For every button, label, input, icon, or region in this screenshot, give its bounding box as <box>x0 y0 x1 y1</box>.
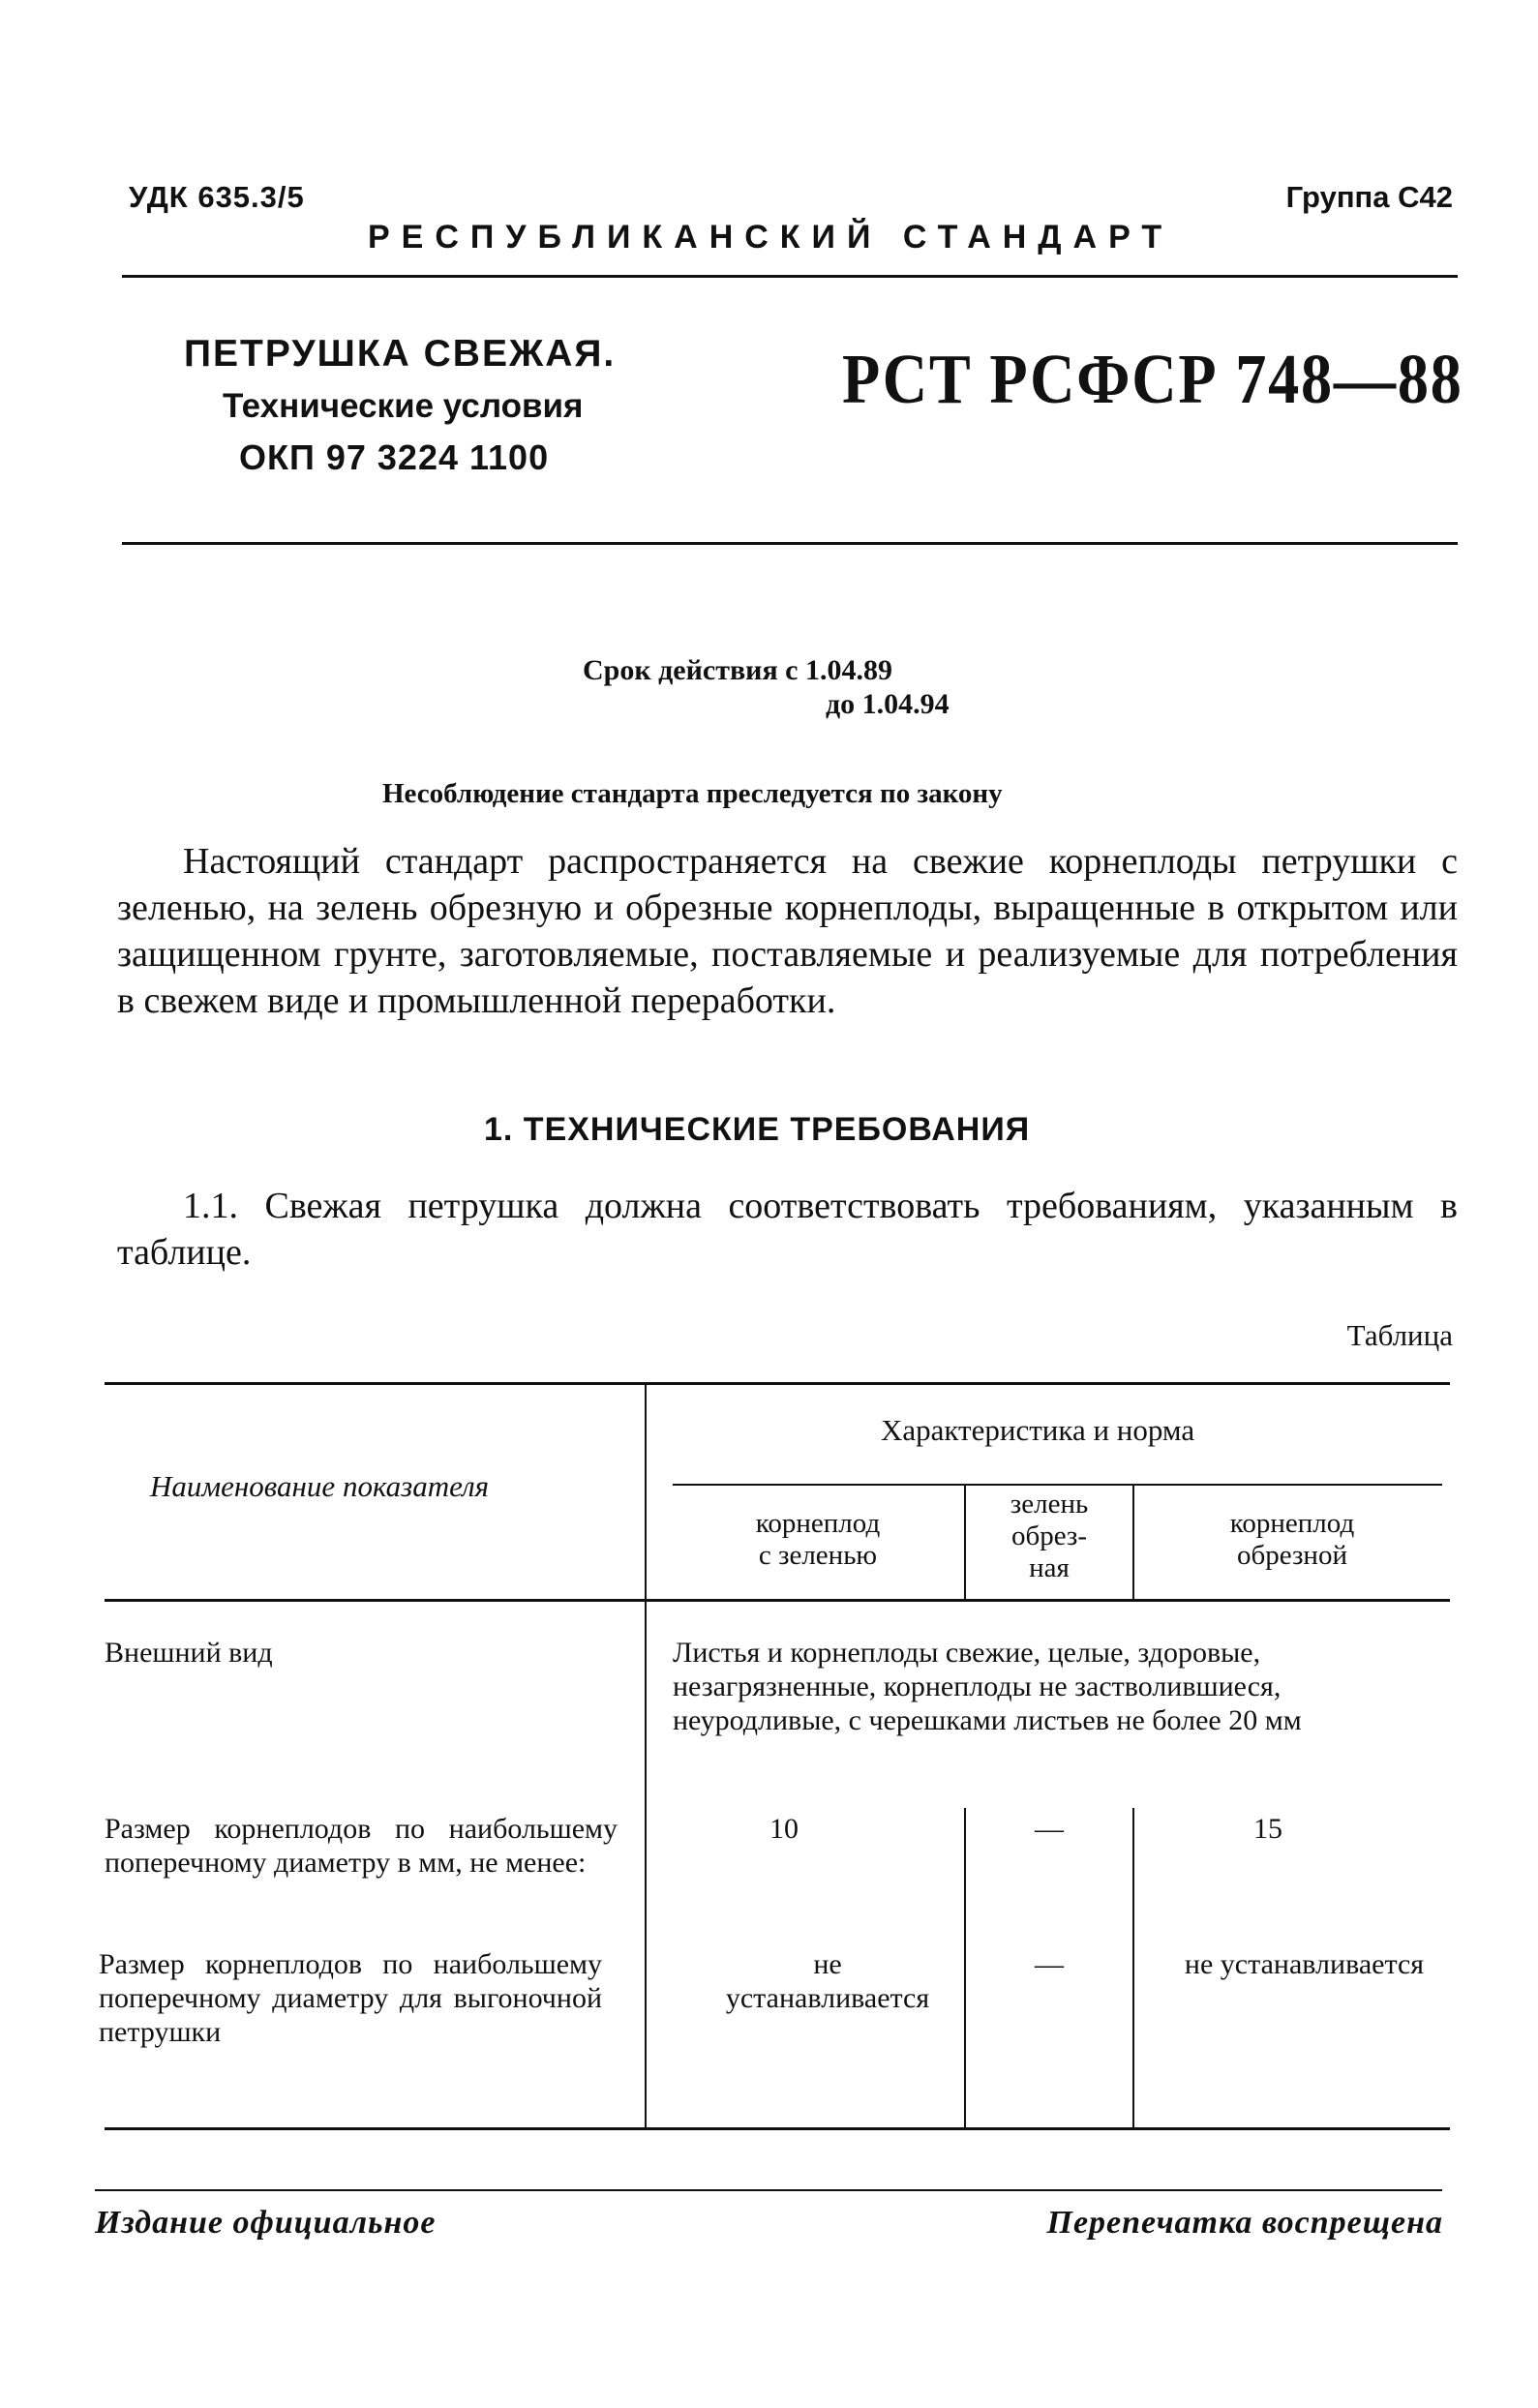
body-divider-1 <box>964 1808 966 2127</box>
product-subtitle: Технические условия <box>223 387 584 425</box>
subcol-divider-1 <box>964 1486 966 1599</box>
table-row-name: Размер корнеплодов по наибольшему поперечному диаметру в мм, не менее: <box>105 1813 618 1879</box>
subcolumn-line: зелень <box>1010 1489 1089 1520</box>
official-edition-note: Издание официальное <box>95 2205 437 2241</box>
subcolumn-line: ная <box>1029 1552 1070 1583</box>
column-header-group: Характеристика и норма <box>881 1413 1195 1447</box>
header-rule <box>122 275 1458 278</box>
okp-code: ОКП 97 3224 1100 <box>239 437 550 477</box>
table-bottom-rule <box>105 2127 1450 2130</box>
table-cell: 15 <box>1253 1813 1282 1845</box>
table-cell: — <box>1035 1813 1064 1845</box>
table-row-name: Размер корнеплодов по наибольшему поперечному диаметру для выгоночной петрушки <box>99 1948 602 2048</box>
column-header-name: Наименование показателя <box>150 1469 490 1503</box>
title-rule <box>122 542 1458 545</box>
subcolumn-header <box>968 1489 1131 1584</box>
table-cell: не устанавливается <box>1184 1948 1425 1980</box>
table-row-name: Внешний вид <box>105 1637 273 1669</box>
table-cell: не устанавливается <box>725 1948 930 2014</box>
subcolumn-header <box>678 1508 958 1572</box>
table-top-rule <box>105 1382 1450 1385</box>
subcolumn-line: корнеплод <box>755 1508 881 1539</box>
intro-paragraph: Настоящий стандарт распространяется на свежие корнеплоды петрушки с зеленью, на зелень обрезную и обрезные корнеплоды, выращенные в открытом или защищенном грунте, заготовляемые, поставляемые и реализуемые для потребления в свежем виде и промышленной переработки. <box>117 841 1458 1021</box>
table-header-rule <box>105 1599 1450 1602</box>
table-caption: Таблица <box>1346 1318 1453 1352</box>
product-title: ПЕТРУШКА СВЕЖАЯ. <box>184 333 617 375</box>
footer-rule <box>95 2189 1442 2191</box>
table-cell-merged: Листья и корнеплоды свежие, целые, здоровые, незагрязненные, корнеплоды не застволившиеся, неуродливые, с черешками листьев не более 20 мм <box>673 1637 1302 1736</box>
subcolumn-line: с зеленью <box>758 1540 878 1571</box>
group-code: Группа С42 <box>1285 180 1453 214</box>
paragraph-1-1: 1.1. Свежая петрушка должна соответствовать требованиям, указанным в таблице. <box>117 1186 1458 1273</box>
body-divider-2 <box>1132 1808 1134 2127</box>
subcol-divider-2 <box>1132 1486 1134 1599</box>
standard-code: РСТ РСФСР 748—88 <box>842 340 1463 418</box>
subcolumn-line: обрезной <box>1237 1540 1347 1571</box>
validity-to: до 1.04.94 <box>826 688 950 720</box>
section-heading: 1. ТЕХНИЧЕСКИЕ ТРЕБОВАНИЯ <box>484 1111 1031 1148</box>
table-cell: 10 <box>769 1813 799 1845</box>
group-header-rule <box>673 1484 1442 1486</box>
subcolumn-line: обрез- <box>1010 1520 1088 1551</box>
legal-warning: Несоблюдение стандарта преследуется по закону <box>382 778 1003 809</box>
validity-from: Срок действия с 1.04.89 <box>583 654 892 686</box>
standard-banner: РЕСПУБЛИКАНСКИЙ СТАНДАРТ <box>368 219 1174 256</box>
table-col-divider <box>645 1384 647 2127</box>
udk-code: УДК 635.3/5 <box>129 180 305 214</box>
table-cell: — <box>1035 1948 1064 1980</box>
subcolumn-line: корнеплод <box>1229 1508 1355 1539</box>
reprint-prohibited-note: Перепечатка воспрещена <box>1046 2205 1443 2241</box>
subcolumn-header <box>1137 1508 1447 1572</box>
